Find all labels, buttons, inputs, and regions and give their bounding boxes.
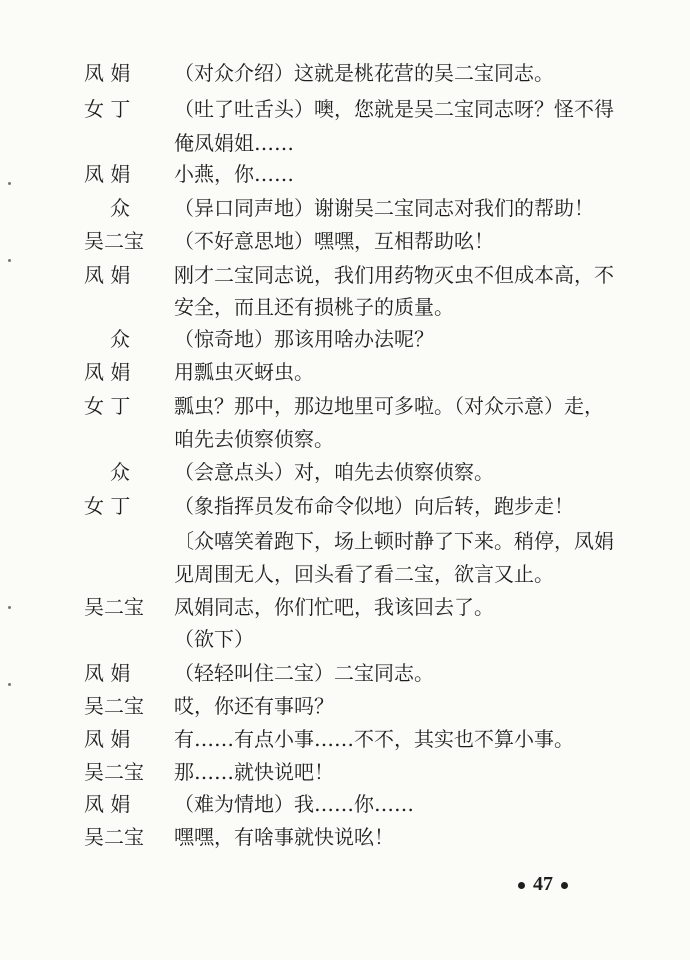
dialogue-text: 用瓢虫灭蚜虫。 bbox=[174, 360, 314, 384]
stage-direction bbox=[84, 524, 644, 558]
dialogue-text: 刚才二宝同志说，我们用药物灭虫不但成本高，不 bbox=[174, 263, 614, 287]
scan-speck bbox=[8, 683, 11, 686]
dialogue-text: 俺凤娟姐…… bbox=[174, 131, 294, 155]
dialogue-text: 哎，你还有事吗？ bbox=[174, 694, 334, 718]
speaker-name: 凤 娟 bbox=[84, 263, 131, 287]
dialogue-text: （象指挥员发布命令似地）向后转，跑步走！ bbox=[174, 494, 574, 518]
dialogue-line bbox=[84, 787, 644, 821]
dialogue-text: 瓢虫？那中，那边地里可多啦。（对众示意）走， bbox=[174, 394, 604, 418]
dialogue-line bbox=[84, 722, 644, 756]
dialogue-text: （轻轻叫住二宝）二宝同志。 bbox=[174, 661, 434, 685]
dialogue-text: （异口同声地）谢谢吴二宝同志对我们的帮助！ bbox=[174, 196, 594, 220]
stage-direction-text: （欲下） bbox=[174, 627, 254, 651]
dialogue-continuation bbox=[84, 290, 644, 324]
speaker-name: 吴二宝 bbox=[84, 229, 144, 253]
speaker-name: 凤 娟 bbox=[84, 360, 131, 384]
speaker-name: 凤 娟 bbox=[84, 61, 131, 85]
dialogue-line bbox=[84, 689, 644, 723]
page-number-text: 47 bbox=[533, 873, 553, 895]
speaker-name: 吴二宝 bbox=[84, 595, 144, 619]
bullet-dot-icon bbox=[561, 882, 568, 889]
speaker-name: 吴二宝 bbox=[84, 694, 144, 718]
bullet-dot-icon bbox=[518, 882, 525, 889]
dialogue-line bbox=[84, 489, 644, 523]
dialogue-line bbox=[84, 455, 644, 489]
dialogue-continuation bbox=[84, 126, 644, 160]
stage-direction bbox=[84, 622, 644, 656]
dialogue-line bbox=[84, 389, 644, 423]
speaker-name: 女 丁 bbox=[84, 97, 131, 121]
speaker-name: 众 bbox=[110, 327, 130, 351]
speaker-name: 众 bbox=[110, 196, 130, 220]
speaker-name: 凤 娟 bbox=[84, 162, 131, 186]
dialogue-line bbox=[84, 258, 644, 292]
dialogue-text: 嘿嘿，有啥事就快说吆！ bbox=[174, 825, 394, 849]
dialogue-text: 安全，而且还有损桃子的质量。 bbox=[174, 295, 454, 319]
stage-direction-text: 〔众嘻笑着跑下，场上顿时静了下来。稍停，凤娟 bbox=[174, 529, 614, 553]
speaker-name: 吴二宝 bbox=[84, 760, 144, 784]
dialogue-line bbox=[84, 224, 644, 258]
speaker-name: 凤 娟 bbox=[84, 727, 131, 751]
dialogue-text: 凤娟同志，你们忙吧，我该回去了。 bbox=[174, 595, 494, 619]
speaker-name: 吴二宝 bbox=[84, 825, 144, 849]
dialogue-text: （难为情地）我……你…… bbox=[174, 792, 414, 816]
dialogue-text: （对众介绍）这就是桃花营的吴二宝同志。 bbox=[174, 61, 554, 85]
dialogue-text: （吐了吐舌头）噢，您就是吴二宝同志呀？怪不得 bbox=[174, 97, 614, 121]
dialogue-line bbox=[84, 590, 644, 624]
dialogue-text: （会意点头）对，咱先去侦察侦察。 bbox=[174, 460, 494, 484]
stage-direction bbox=[84, 557, 644, 591]
dialogue-line bbox=[84, 191, 644, 225]
dialogue-line bbox=[84, 355, 644, 389]
speaker-name: 女 丁 bbox=[84, 494, 131, 518]
dialogue-line bbox=[84, 92, 644, 126]
scan-speck bbox=[8, 606, 11, 609]
dialogue-text: 小燕，你…… bbox=[174, 162, 294, 186]
scan-speck bbox=[8, 182, 11, 185]
dialogue-line bbox=[84, 157, 644, 191]
dialogue-text: 有……有点小事……不不，其实也不算小事。 bbox=[174, 727, 574, 751]
dialogue-text: 咱先去侦察侦察。 bbox=[174, 427, 334, 451]
speaker-name: 女 丁 bbox=[84, 394, 131, 418]
stage-direction-text: 见周围无人，回头看了看二宝，欲言又止。 bbox=[174, 562, 554, 586]
dialogue-text: （惊奇地）那该用啥办法呢？ bbox=[174, 327, 434, 351]
scan-speck bbox=[8, 259, 11, 262]
speaker-name: 凤 娟 bbox=[84, 661, 131, 685]
speaker-name: 凤 娟 bbox=[84, 792, 131, 816]
dialogue-line bbox=[84, 656, 644, 690]
dialogue-continuation bbox=[84, 422, 644, 456]
speaker-name: 众 bbox=[110, 460, 130, 484]
dialogue-line bbox=[84, 755, 644, 789]
dialogue-line bbox=[84, 56, 644, 90]
dialogue-line bbox=[84, 322, 644, 356]
dialogue-text: （不好意思地）嘿嘿，互相帮助吆！ bbox=[174, 229, 494, 253]
dialogue-text: 那……就快说吧！ bbox=[174, 760, 334, 784]
dialogue-line bbox=[84, 820, 644, 854]
page-number bbox=[510, 870, 576, 898]
